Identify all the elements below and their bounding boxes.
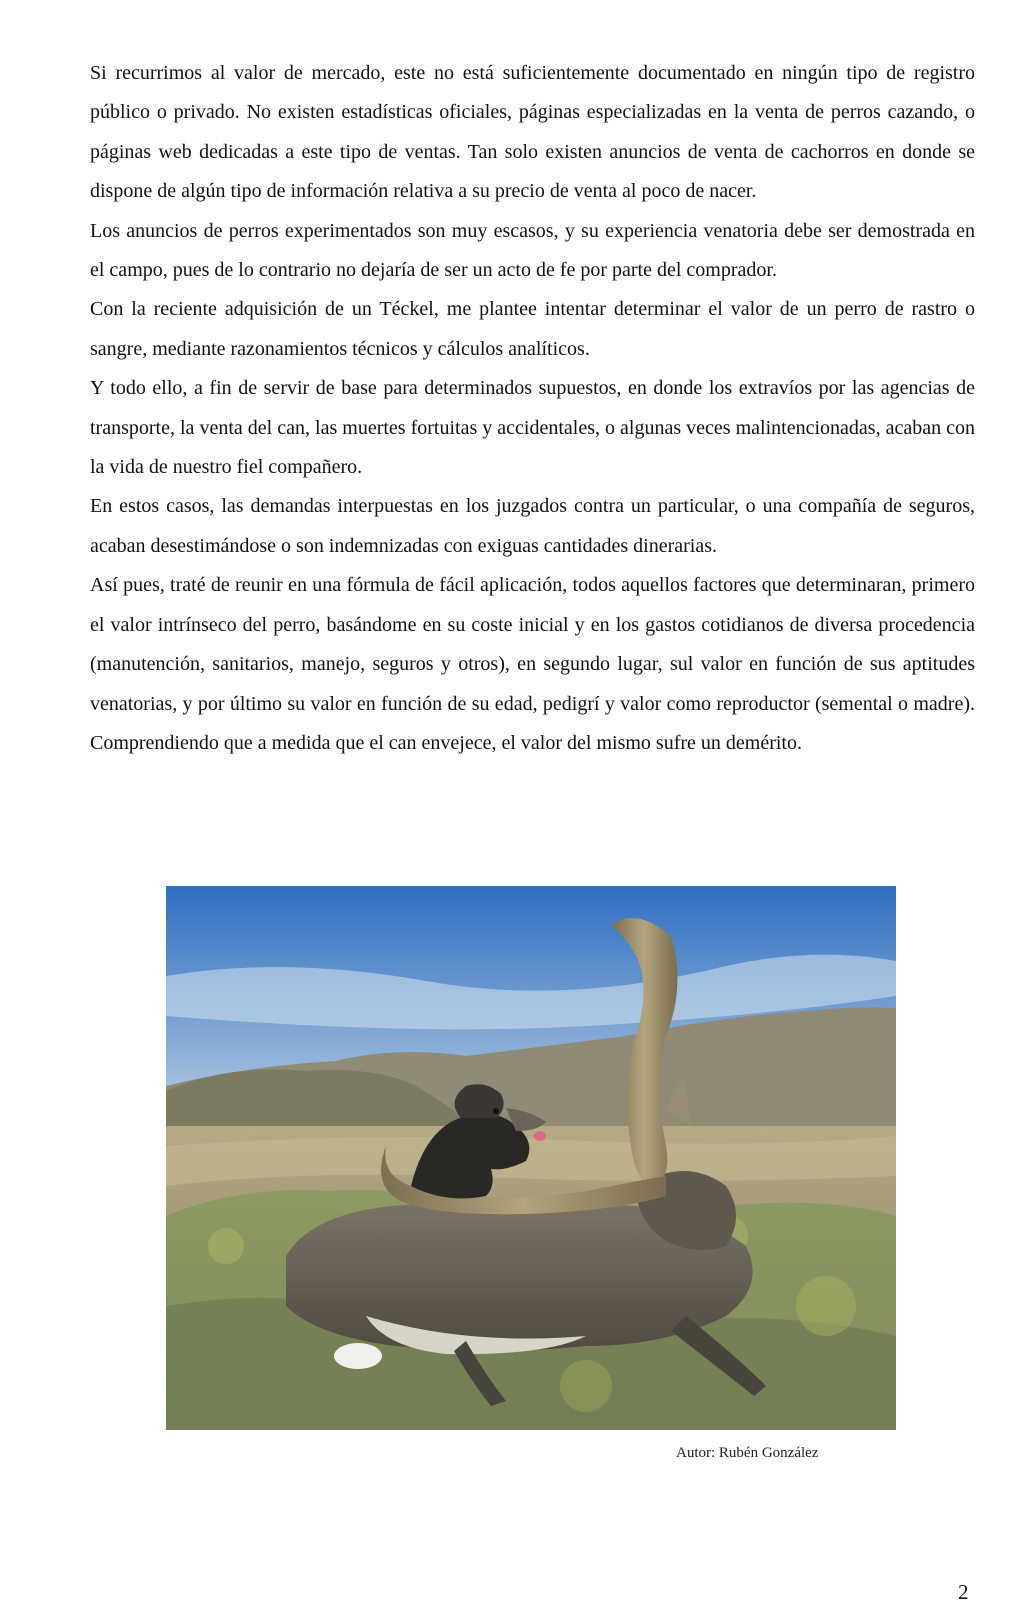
page-number: 2 [958, 1580, 969, 1604]
body-text [90, 54, 975, 763]
photo-caption: Autor: Rubén González [676, 1445, 819, 1461]
paragraph-2: Los anuncios de perros experimentados son muy escasos, y su experiencia venatoria debe ser demostrada en el campo, pues de lo contrario no dejaría de ser un acto de fe por parte del comprador. [90, 219, 975, 282]
paragraph-3: Con la reciente adquisición de un Téckel, me plantee intentar determinar el valor de un perro de rastro o sangre, mediante razonamientos técnicos y cálculos analíticos. [90, 298, 975, 360]
paragraph-4: Y todo ello, a fin de servir de base para determinados supuestos, en donde los extravíos por las agencias de transporte, la venta del can, las muertes fortuitas y accidentales, o algunas veces malintencionadas, acaban con la vida de nuestro fiel compañero. [90, 377, 975, 479]
paragraph-5: En estos casos, las demandas interpuestas en los juzgados contra un particular, o una compañía de seguros, acaban desestimándose o son indemnizadas con exiguas cantidades dinerarias. [90, 495, 975, 557]
ibex-and-dog-photo [166, 886, 896, 1430]
paragraph-6: Así pues, traté de reunir en una fórmula de fácil aplicación, todos aquellos factores que determinaran, primero el valor intrínseco del perro, basándome en su coste inicial y en los gastos cotidianos de diversa procedencia (manutención, sanitarios, manejo, seguros y otros), en segundo lugar, sul valor en función de sus aptitudes venatorias, y por último su valor en función de su edad, pedigrí y valor como reproductor (semental o madre). Comprendiendo que a medida que el can envejece, el valor del mismo sufre un demérito. [90, 574, 975, 754]
paragraph-1: Si recurrimos al valor de mercado, este no está suficientemente documentado en ningún tipo de registro público o privado. No existen estadísticas oficiales, páginas especializadas en la venta de perros cazando, o páginas web dedicadas a este tipo de ventas. Tan solo existen anuncios de venta de cachorros en donde se dispone de algún tipo de información relativa a su precio de venta al poco de nacer. [90, 62, 975, 203]
hunting-photo [166, 886, 896, 1430]
